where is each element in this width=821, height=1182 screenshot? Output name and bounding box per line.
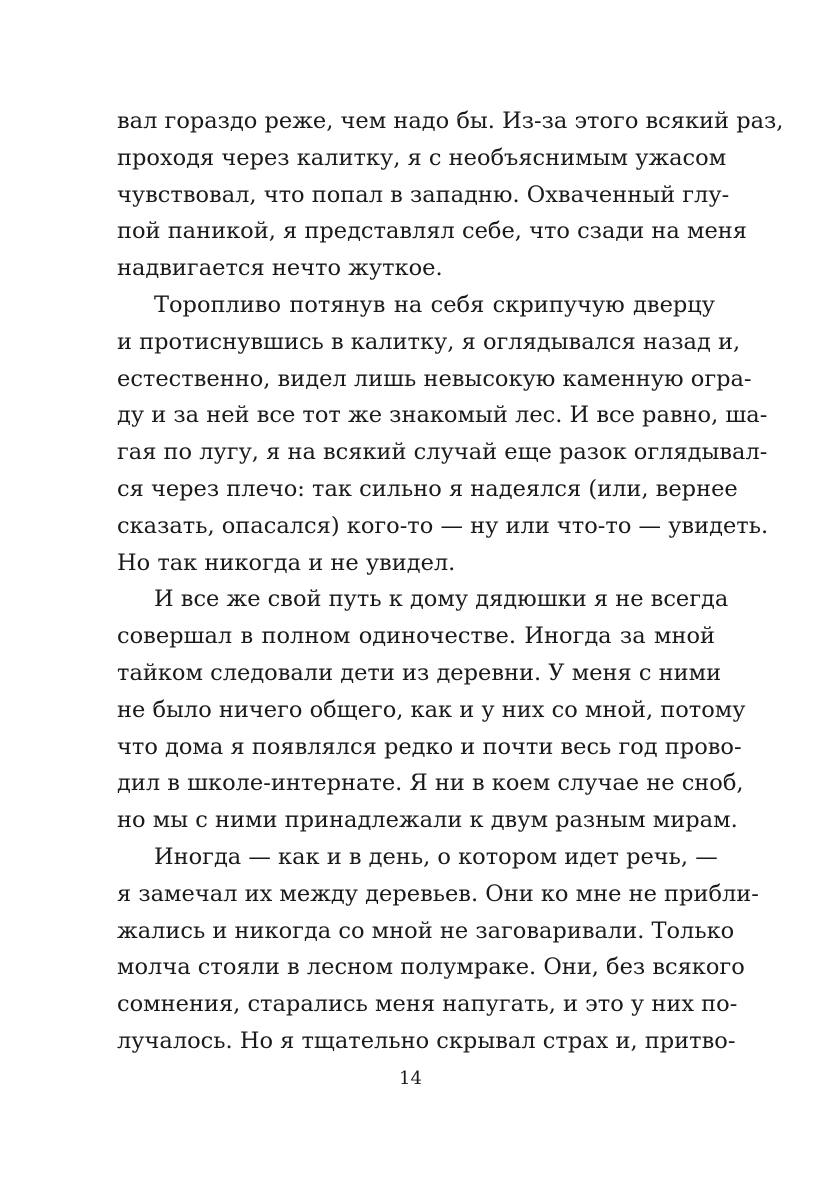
text-line: я замечал их между деревьев. Они ко мне не прибли- (117, 880, 759, 907)
text-line: пой паникой, я представлял себе, что сзади на меня (117, 218, 747, 245)
text-line: ду и за ней все тот же знакомый лес. И все равно, ша- (117, 402, 768, 429)
text-line: проходя через калитку, я с необъяснимым ужасом (117, 144, 727, 171)
text-line: Иногда — как и в день, о котором идет речь, — (154, 843, 718, 870)
text-line: что дома я появлялся редко и почти весь год прово- (117, 733, 742, 760)
body-text (117, 103, 784, 1060)
text-line: но мы с ними принадлежали к двум разным мирам. (117, 807, 738, 834)
page-number: 14 (399, 1068, 422, 1089)
text-line: И все же свой путь к дому дядюшки я не всегда (154, 586, 729, 613)
text-line: надвигается нечто жуткое. (117, 255, 443, 282)
text-line: совершал в полном одиночестве. Иногда за мной (117, 623, 715, 650)
text-line: ся через плечо: так сильно я надеялся (или, вернее (117, 475, 738, 502)
text-line: чувствовал, что попал в западню. Охваченный глу- (117, 181, 730, 208)
text-line: тайком следовали дети из деревни. У меня с ними (117, 659, 722, 686)
text-line: сомнения, старались меня напугать, и это у них по- (117, 991, 738, 1018)
text-line: жались и никогда со мной не заговаривали. Только (117, 917, 735, 944)
text-line: и протиснувшись в калитку, я оглядывался назад и, (117, 328, 741, 355)
text-line: сказать, опасался) кого-то — ну или что-то — увидеть. (117, 512, 769, 539)
text-line: не было ничего общего, как и у них со мной, потому (117, 696, 746, 723)
text-line: Но так никогда и не увидел. (117, 549, 456, 576)
text-line: Торопливо потянув на себя скрипучую дверцу (154, 291, 715, 318)
text-line: естественно, видел лишь невысокую каменную огра- (117, 365, 752, 392)
text-line: вал гораздо реже, чем надо бы. Из-за этого всякий раз, (117, 108, 784, 134)
text-line: дил в школе-интернате. Я ни в коем случае не сноб, (117, 770, 744, 797)
text-line: лучалось. Но я тщательно скрывал страх и, притво- (117, 1027, 736, 1054)
text-line: гая по лугу, я на всякий случай еще разок оглядывал- (117, 439, 768, 466)
text-line: молча стояли в лесном полумраке. Они, без всякого (117, 954, 745, 981)
